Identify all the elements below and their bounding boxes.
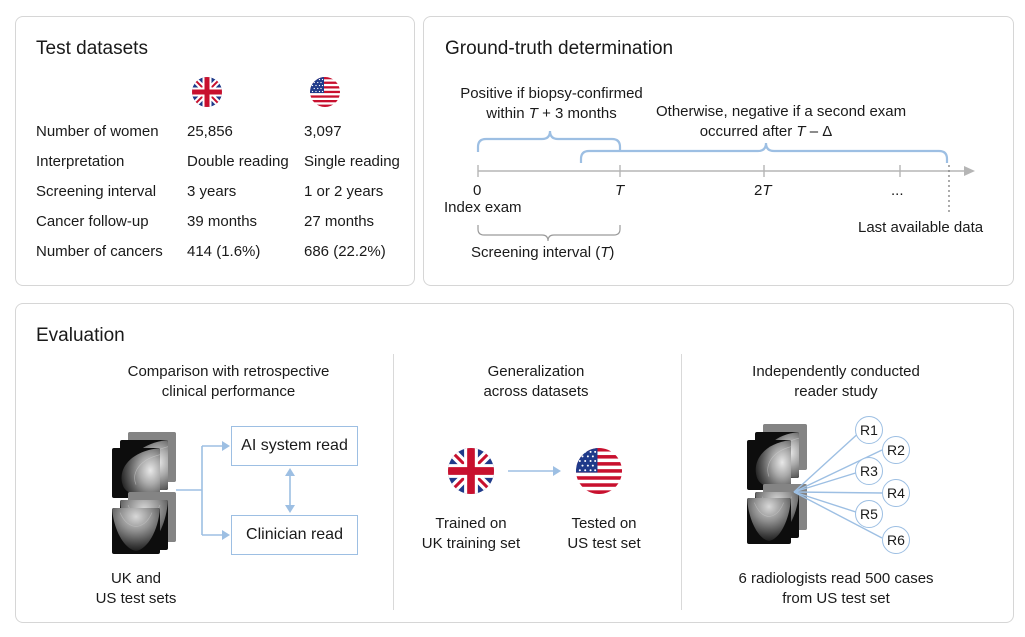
test-datasets-title: Test datasets bbox=[36, 38, 148, 59]
us-value: Single reading bbox=[304, 153, 400, 170]
uk-value: 414 (1.6%) bbox=[187, 243, 261, 260]
col1-heading: Comparison with retrospective clinical performance bbox=[127, 363, 330, 400]
ai-system-read-box: AI system read bbox=[231, 426, 358, 466]
row-label: Interpretation bbox=[36, 153, 125, 170]
us-value: 686 (22.2%) bbox=[304, 243, 386, 260]
row-label: Cancer follow-up bbox=[36, 213, 149, 230]
tick-label-2T: 2T bbox=[754, 182, 772, 199]
tick-label-dots: ... bbox=[891, 182, 904, 199]
last-data-label: Last available data bbox=[858, 219, 984, 236]
col2-heading: Generalization across datasets bbox=[483, 363, 589, 400]
uk-value: 39 months bbox=[187, 213, 258, 230]
reader-R5: R5 bbox=[855, 500, 883, 528]
reader-R4: R4 bbox=[882, 479, 910, 507]
tick-label-0: 0 bbox=[473, 182, 482, 199]
col3-caption: 6 radiologists read 500 cases from US test set bbox=[738, 570, 934, 607]
trained-on-label: Trained on UK training set bbox=[421, 515, 521, 552]
us-flag-icon bbox=[310, 77, 340, 107]
evaluation-panel bbox=[15, 303, 1014, 623]
us-value: 3,097 bbox=[304, 123, 342, 140]
tested-on-label: Tested on US test set bbox=[567, 515, 641, 552]
row-label: Number of women bbox=[36, 123, 159, 140]
positive-brace bbox=[478, 131, 620, 152]
positive-label: Positive if biopsy-confirmed within T + 3 months bbox=[460, 85, 643, 122]
us-value: 1 or 2 years bbox=[304, 183, 384, 200]
col1-caption: UK and US test sets bbox=[95, 570, 177, 607]
reader-R2: R2 bbox=[882, 436, 910, 464]
row-label: Number of cancers bbox=[36, 243, 163, 260]
uk-value: Double reading bbox=[187, 153, 289, 170]
tick-label-T: T bbox=[615, 182, 625, 199]
index-exam-label: Index exam bbox=[444, 199, 522, 216]
reader-R6: R6 bbox=[882, 526, 910, 554]
negative-label: Otherwise, negative if a second exam occurred after T – Δ bbox=[656, 103, 907, 140]
ground-truth-title: Ground-truth determination bbox=[445, 38, 674, 59]
screening-interval-label: Screening interval (T) bbox=[471, 244, 615, 261]
col3-heading: Independently conducted reader study bbox=[752, 363, 920, 400]
uk-flag-icon bbox=[192, 77, 222, 107]
row-label: Screening interval bbox=[36, 183, 157, 200]
negative-brace bbox=[581, 143, 947, 163]
evaluation-title: Evaluation bbox=[36, 325, 125, 346]
ground-truth-panel bbox=[423, 16, 1014, 286]
uk-value: 25,856 bbox=[187, 123, 233, 140]
reader-R1: R1 bbox=[855, 416, 883, 444]
clinician-read-box: Clinician read bbox=[231, 515, 358, 555]
screening-brace bbox=[478, 225, 620, 241]
test-datasets-panel bbox=[15, 16, 415, 286]
uk-value: 3 years bbox=[187, 183, 237, 200]
us-value: 27 months bbox=[304, 213, 375, 230]
reader-R3: R3 bbox=[855, 457, 883, 485]
